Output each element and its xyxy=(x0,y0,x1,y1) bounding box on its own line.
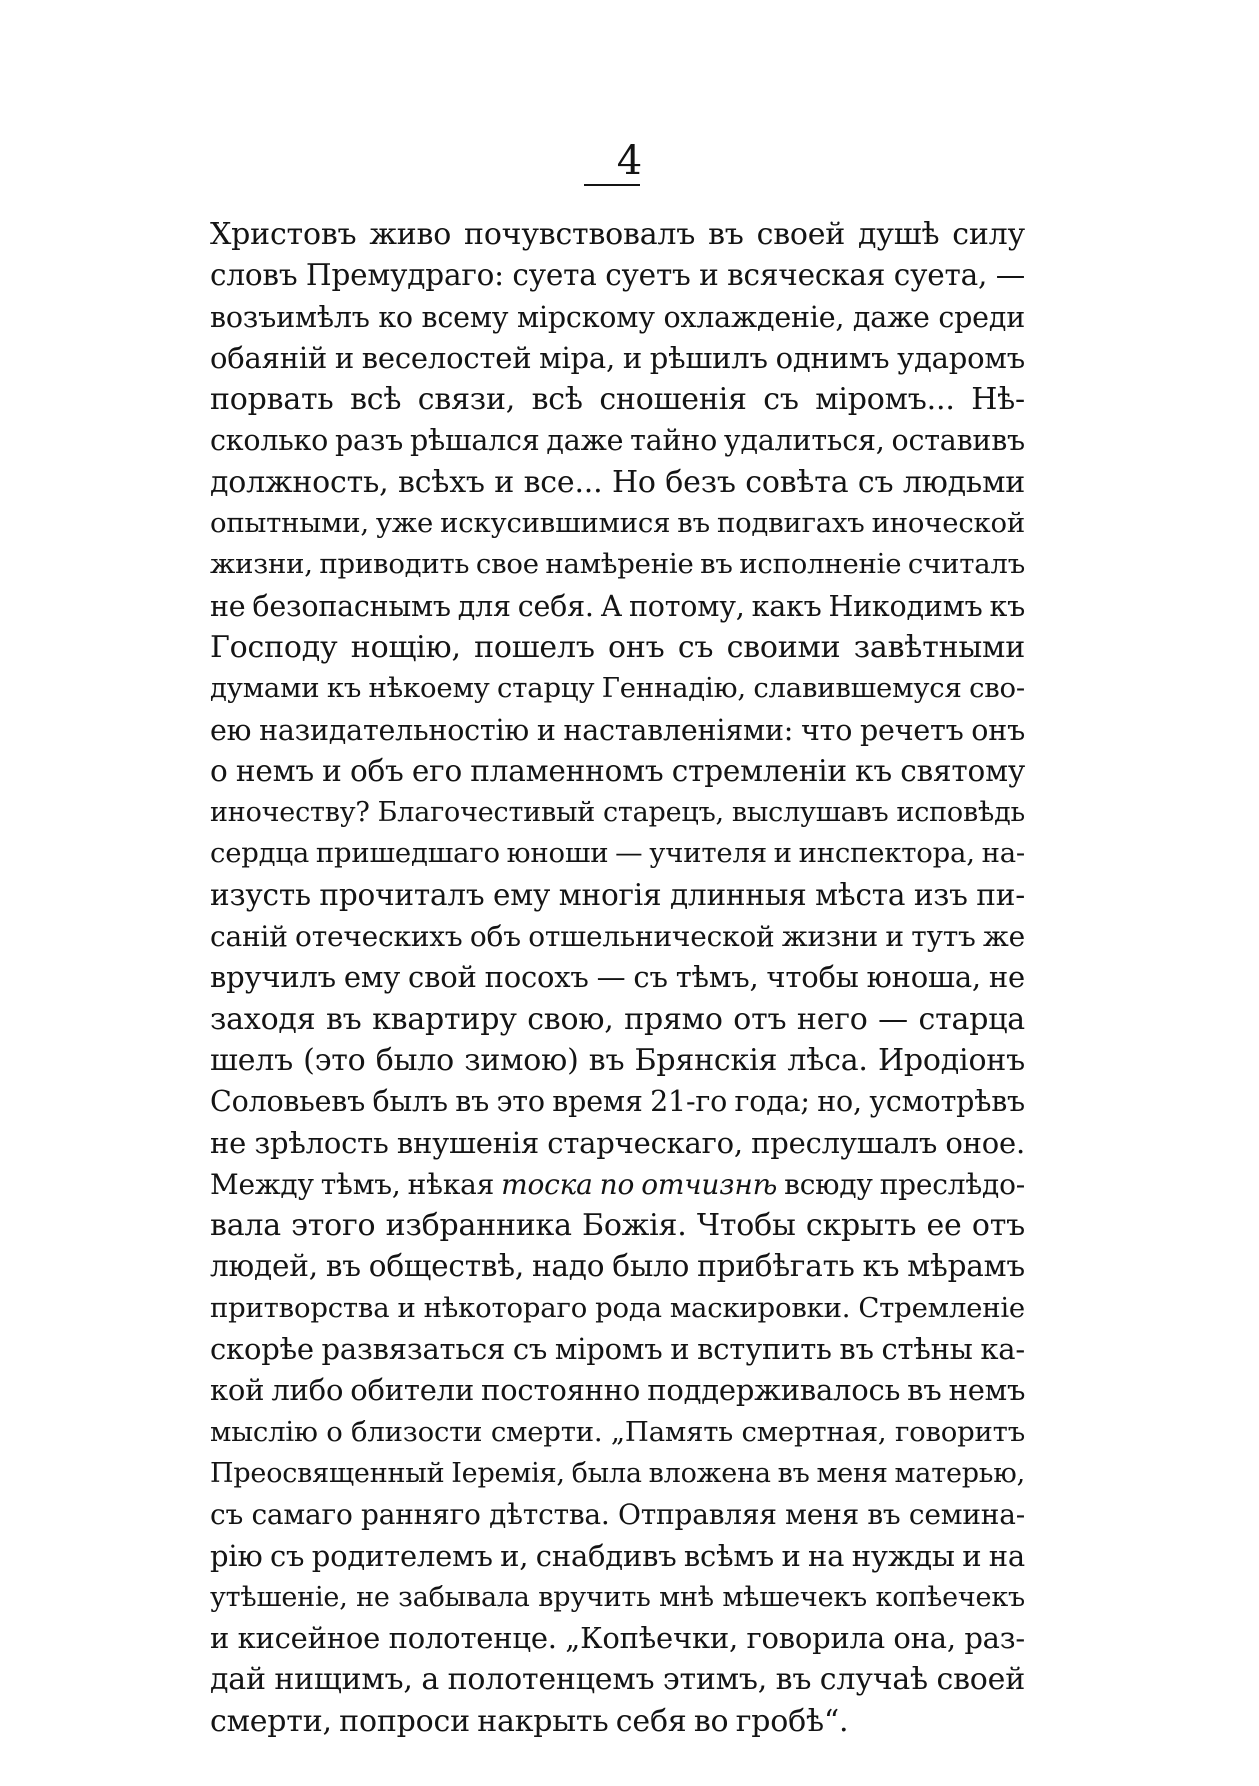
text-line: опытными, уже искусившимися въ подвигахъ иноческой xyxy=(210,507,1025,540)
text-line: мыслію о близости смерти. „Память смертная, говоритъ xyxy=(210,1415,1025,1448)
text-line: вала этого избранника Божія. Чтобы скрыть ее отъ xyxy=(210,1208,1025,1244)
text-line: Преосвященный Іеремія, была вложена въ меня матерью, xyxy=(210,1457,1025,1489)
text-line: иночеству? Благочестивый старецъ, выслушавъ исповѣдь xyxy=(210,797,1025,829)
text-line: не зрѣлость внушенія старческаго, преслушалъ оное. xyxy=(210,1125,1025,1160)
text-line: дай нищимъ, а полотенцемъ этимъ, въ случаѣ своей xyxy=(210,1662,1025,1698)
text-line: утѣшеніе, не забывала вручить мнѣ мѣшечекъ копѣечекъ xyxy=(210,1581,1025,1613)
text-line: должность, всѣхъ и все... Но безъ совѣта съ людьми xyxy=(210,464,1025,500)
text-line: возъимѣлъ ко всему мірскому охлажденіе, даже среди xyxy=(210,300,1025,334)
text-segment: всюду преслѣдо- xyxy=(777,1167,1025,1201)
text-line: обаяній и веселостей міра, и рѣшилъ однимъ ударомъ xyxy=(210,340,1025,375)
page-number: 4 xyxy=(616,138,643,184)
text-line: жизни, приводить свое намѣреніе въ исполненіе считалъ xyxy=(210,548,1025,581)
text-line: кой либо обители постоянно поддерживалось въ немъ xyxy=(210,1373,1026,1408)
text-line: саній отеческихъ объ отшельнической жизни и тутъ же xyxy=(210,920,1025,954)
text-line: словъ Премудраго: суета суетъ и всяческая суета, — xyxy=(210,258,1025,293)
text-line: порвать всѣ связи, всѣ сношенія съ міромъ... Нѣ- xyxy=(210,382,1025,418)
text-line: вручилъ ему свой посохъ — съ тѣмъ, чтобы юноша, не xyxy=(210,960,1025,995)
text-line-with-emphasis xyxy=(210,1164,1025,1205)
text-line: людей, въ обществѣ, надо было прибѣгать къ мѣрамъ xyxy=(210,1249,1025,1284)
text-line: ею назидательностію и наставленіями: что речетъ онъ xyxy=(210,713,1025,747)
text-line: о немъ и объ его пламенномъ стремленіи къ святому xyxy=(210,753,1025,788)
text-line: сердца пришедшаго юноши — учителя и инспектора, на- xyxy=(210,837,1025,870)
text-line: и кисейное полотенце. „Копѣечки, говорила она, раз- xyxy=(210,1621,1025,1656)
text-line: шелъ (это было зимою) въ Брянскія лѣса. Иродіонъ xyxy=(210,1042,1025,1078)
text-line: Соловьевъ былъ въ это время 21-го года; но, усмотрѣвъ xyxy=(210,1085,1025,1119)
text-line: Христовъ живо почувствовалъ въ своей душѣ силу xyxy=(210,217,1025,252)
page-number-rule xyxy=(584,184,640,186)
text-line: скорѣе развязаться съ міромъ и вступить въ стѣны ка- xyxy=(210,1332,1025,1367)
text-line: думами къ нѣкоему старцу Геннадію, славившемуся сво- xyxy=(210,672,1025,705)
text-line: рію съ родителемъ и, снабдивъ всѣмъ и на нужды и на xyxy=(210,1538,1025,1573)
text-line: заходя въ квартиру свою, прямо отъ него — старца xyxy=(210,1001,1025,1037)
text-line: изусть прочиталъ ему многія длинныя мѣста изъ пи- xyxy=(210,877,1025,912)
text-line: не безопаснымъ для себя. А потому, какъ Никодимъ къ xyxy=(210,589,1025,623)
text-segment: Между тѣмъ, нѣкая xyxy=(210,1167,502,1201)
text-line: притворства и нѣкотораго рода маскировки. Стремленіе xyxy=(210,1291,1025,1324)
text-line: смерти, попроси накрыть себя во гробѣ“. xyxy=(210,1703,849,1739)
text-line: Господу нощію, пошелъ онъ съ своими завѣтными xyxy=(210,629,1025,665)
emphasized-phrase: тоска по отчизнѣ xyxy=(501,1167,778,1201)
text-line: съ самаго ранняго дѣтства. Отправляя меня въ семина- xyxy=(210,1498,1025,1532)
body-text xyxy=(210,214,1025,1742)
text-line: сколько разъ рѣшался даже тайно удалиться, оставивъ xyxy=(210,424,1025,458)
